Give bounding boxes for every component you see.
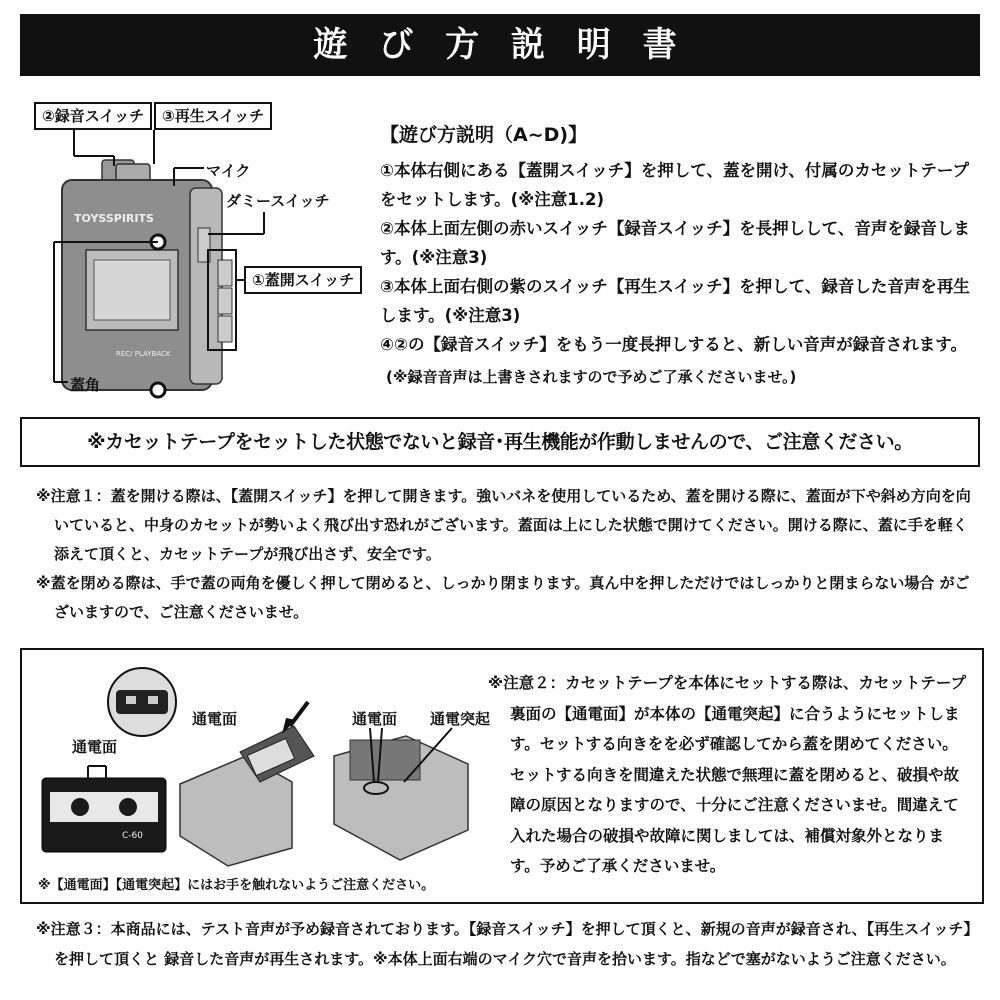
contact-face-label-2: 通電面 xyxy=(192,710,238,728)
caution-item: ※蓋を閉める際は、手で蓋の両角を優しく押して閉めると、しっかり閉まります。真ん中を押しただけではしっかりと閉まらない場合 がございますので、ご注意くださいませ。 xyxy=(36,574,970,621)
play-switch-label: ③再生スイッチ xyxy=(154,102,272,130)
lid-switch-label: ①蓋開スイッチ xyxy=(244,266,362,294)
instruction-step: ①本体右側にある【蓋開スイッチ】を押して、蓋を開け、付属のカセットテープをセットします。(※注意1.2) xyxy=(380,161,969,209)
caution2-paragraph: ※注意２：カセットテープを本体にセットする際は、カセットテープ裏面の【通電面】が本体の【通電突起】に合うようにセットします。セットする向きをを必ず確認してから蓋を閉めてください。セットする向きを間違えた状態で無理に蓋を閉めると、破損や故障の原因となりますので、十分にご注意くださいませ。間違えて入れた場合の破損や故障に関しましては、補償対象外となります。予めご了承くださいませ。 xyxy=(488,674,967,875)
instructions-heading: 【遊び方説明（A~D)】 xyxy=(380,124,588,146)
device-rec-label: REC/ PLAYBACK xyxy=(116,350,171,358)
caution3-text: ※注意３：本商品には、テスト音声が予め録音されております。【録音スイッチ】を押して頂くと、新規の音声が録音され、【再生スイッチ】を押して頂くと 録音した音声が再生されます。※本体上面右端のマイク穴で音声を拾います。指などで塞がないようご注意ください。 xyxy=(36,920,979,968)
lid-corner-label: 蓋角 xyxy=(70,376,101,394)
page-title: 遊 び 方 説 明 書 xyxy=(20,14,980,76)
caution3-section xyxy=(36,914,980,974)
device-brand: TOYSSPIRITS xyxy=(74,212,154,225)
cassette-illustrations xyxy=(24,652,484,872)
instructions-list xyxy=(380,156,980,359)
dummy-switch-label: ダミースイッチ xyxy=(226,192,330,210)
instruction-step: ②本体上面左側の赤いスイッチ【録音スイッチ】を長押しして、音声を録音します。(※注意3) xyxy=(380,219,970,267)
cassette-label: C-60 xyxy=(122,831,143,841)
caution2-text xyxy=(488,668,968,882)
contact-bump-label: 通電突起 xyxy=(430,710,491,728)
instruction-step: ③本体上面右側の紫のスイッチ【再生スイッチ】を押して、録音した音声を再生します。(※注意3) xyxy=(380,277,970,325)
caution-item: ※注意１：蓋を開ける際は、【蓋開スイッチ】を押して開きます。強いバネを使用しているため、蓋を開ける際に、蓋面が下や斜め方向を向いていると、中身のカセットが勢いよく飛び出す恐れがございます。蓋面は上にした状態で開けてください。開ける際に、蓋に手を軽く添えて頂くと、カセットテープが飛び出さず、安全です。 xyxy=(36,487,971,563)
contact-face-label-3: 通電面 xyxy=(352,710,398,728)
caution2-footnote: ※【通電面】【通電突起】にはお手を触れないようご注意ください。 xyxy=(38,878,435,893)
instruction-step: ④②の【録音スイッチ】をもう一度長押しすると、新しい音声が録音されます。 xyxy=(380,335,967,354)
contact-face-label: 通電面 xyxy=(72,738,118,756)
cautions-section xyxy=(36,482,980,627)
device-illustration xyxy=(40,100,380,400)
mic-label: マイク xyxy=(206,162,251,180)
warning-box: ※カセットテープをセットした状態でないと録音･再生機能が作動しませんので、ご注意ください。 xyxy=(20,417,980,467)
instructions-note: (※録音音声は上書きされますので予めご了承くださいませ。) xyxy=(386,368,797,386)
rec-switch-label: ②録音スイッチ xyxy=(34,102,152,130)
